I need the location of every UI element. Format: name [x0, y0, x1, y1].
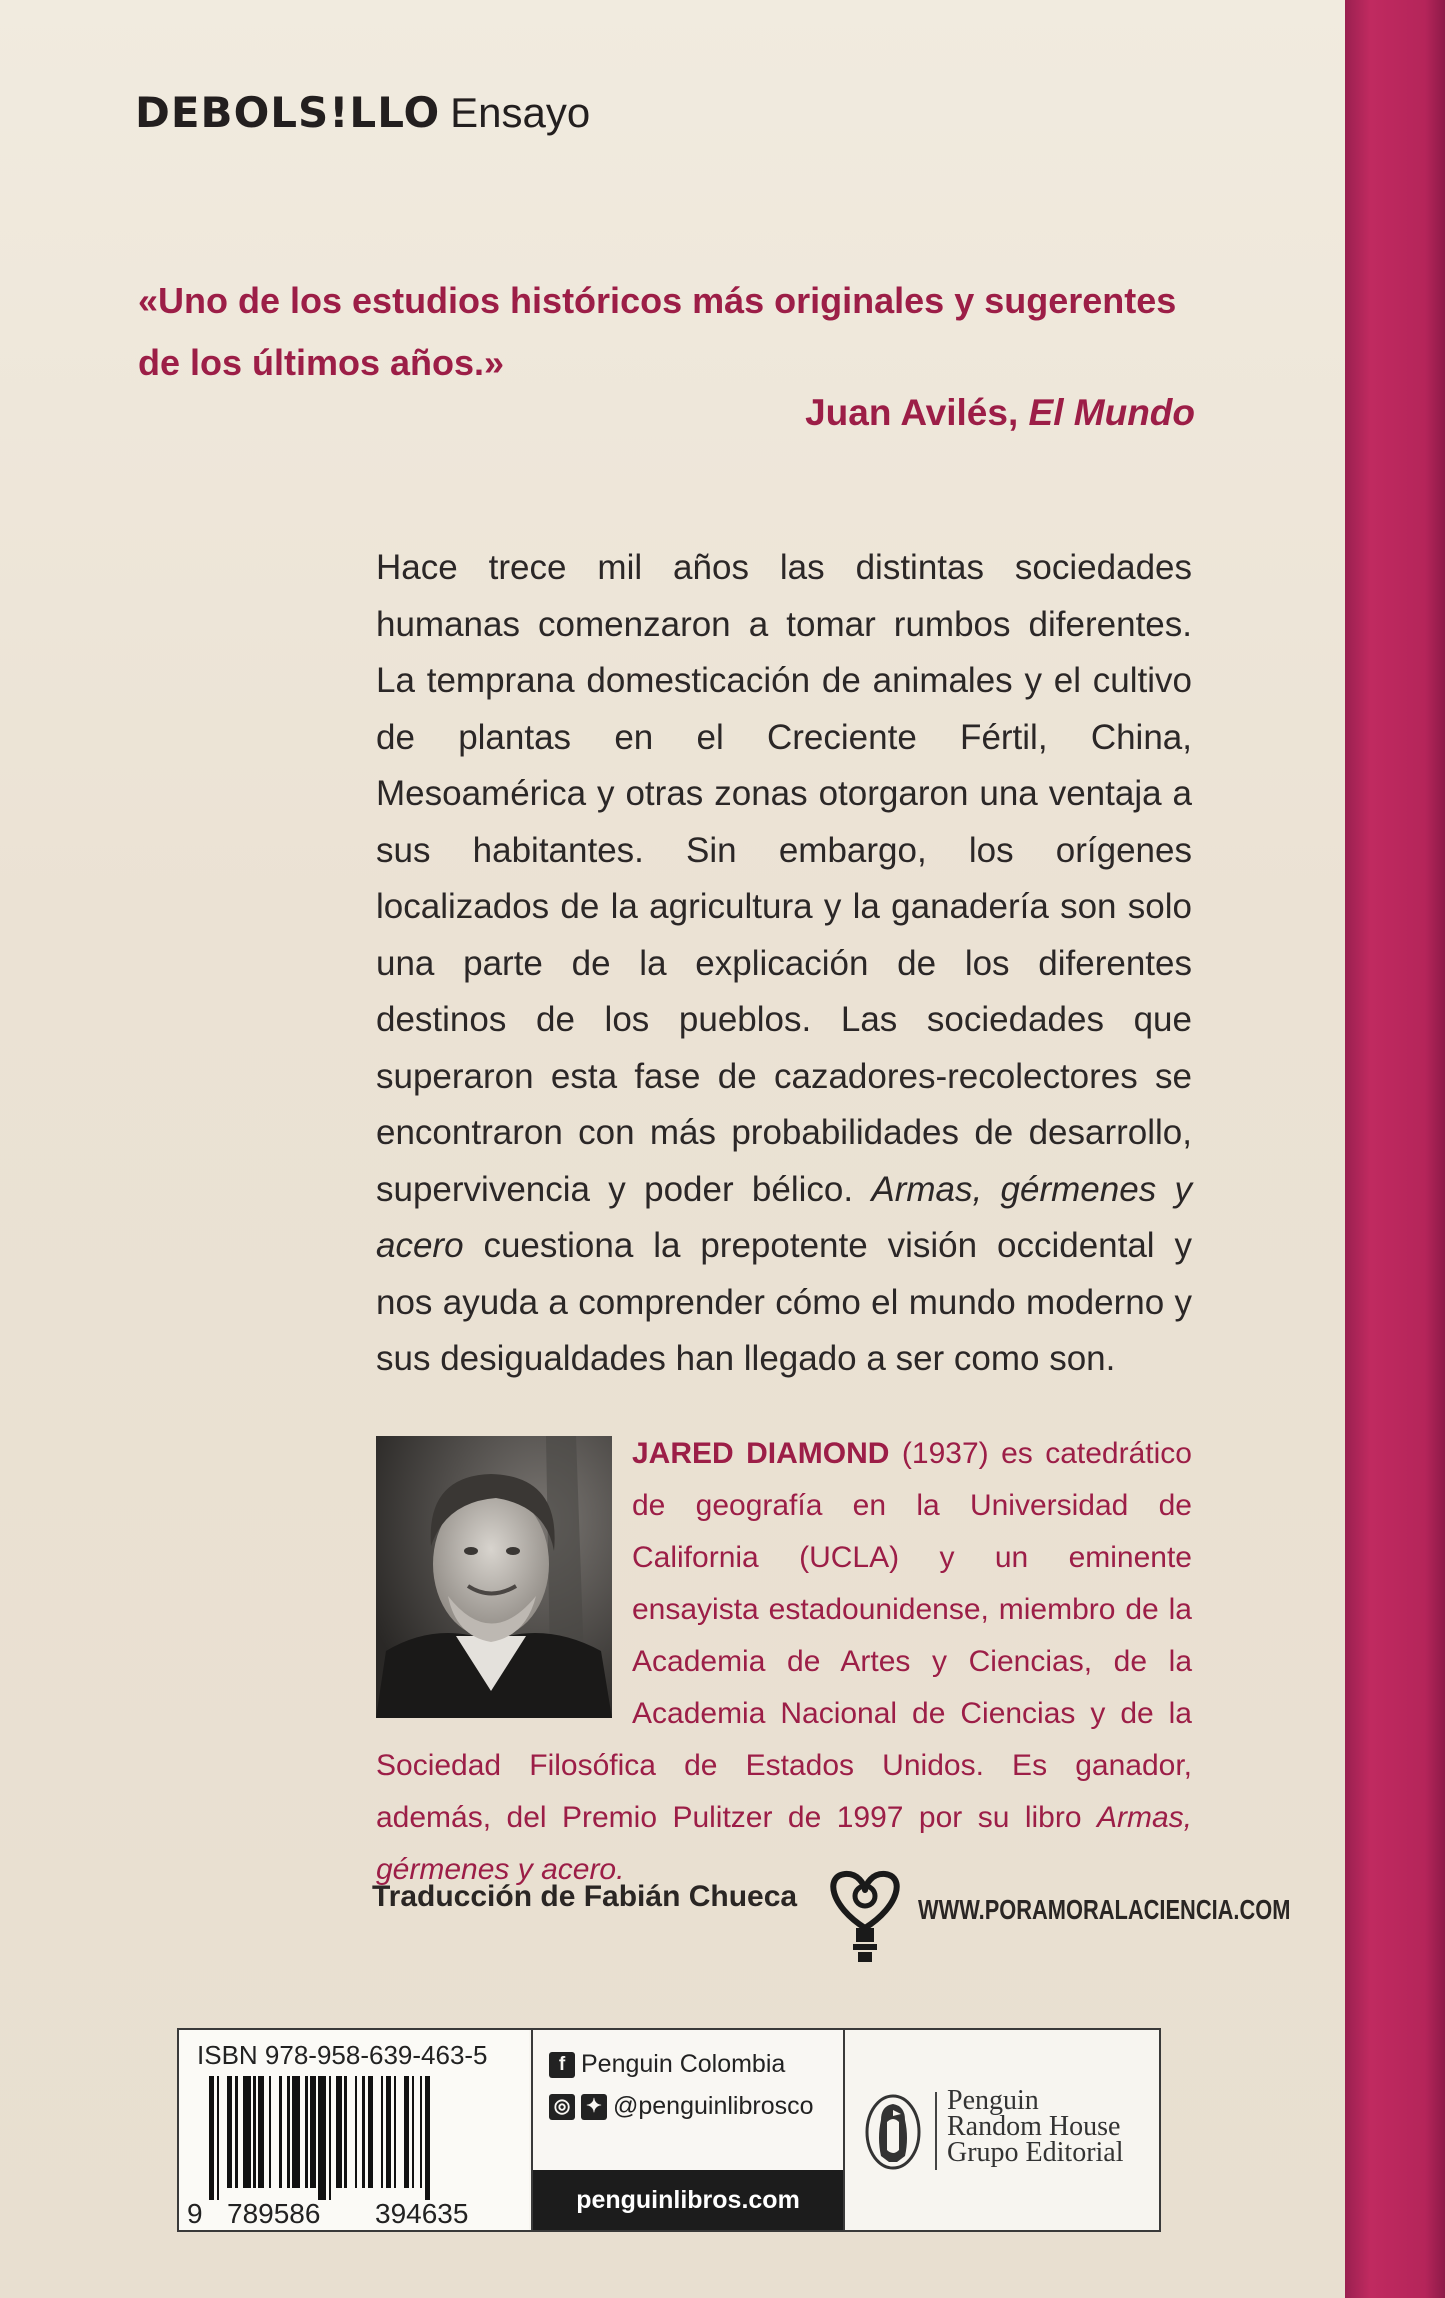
barcode-panel [177, 2028, 1161, 2232]
imprint-brand: DEBOLS!LLO [135, 88, 441, 137]
publisher-logo-area [843, 2030, 1159, 2230]
campaign-website: WWW.PORAMORALACIENCIA.COM [918, 1894, 1291, 1925]
press-quote: «Uno de los estudios históricos más originales y sugerentes de los últimos años.» [138, 280, 1177, 383]
translation-credit: Traducción de Fabián Chueca [372, 1880, 798, 1913]
author-bio-text: (1937) es catedrático de geografía en la Universidad de California (UCLA) y un eminente ensayista estadounidense, miembro de la Academia de Artes y Ciencias, de la Academia Nacional de Ciencias y de la Sociedad Filosófica de Estados Unidos. Es ganador, además, del Premio Pulitzer de 1997 por su libro [376, 1437, 1192, 1834]
isbn-barcode-area [179, 2030, 529, 2230]
facebook-icon: f [549, 2052, 575, 2078]
book-synopsis [376, 540, 1192, 1388]
publisher-name [947, 2085, 1124, 2168]
quote-author: Juan Avilés, [805, 392, 1019, 433]
social-handle: @penguinlibrosco [613, 2092, 814, 2120]
barcode-first-digit: 9 [187, 2198, 203, 2229]
publisher-line1: Penguin [947, 2085, 1039, 2116]
synopsis-title: Armas, gérmenes y acero [376, 1169, 1192, 1265]
author-book-title: Armas, gérmenes y acero. [376, 1801, 1192, 1886]
instagram-icon: ◎ [549, 2094, 575, 2120]
barcode-bars [209, 2076, 509, 2194]
isbn-number: ISBN 978-958-639-463-5 [197, 2040, 488, 2070]
quote-publication: El Mundo [1028, 392, 1195, 433]
publisher-line2: Random House [947, 2111, 1121, 2142]
social-media-panel [531, 2030, 845, 2230]
publisher-website: penguinlibros.com [533, 2170, 843, 2230]
quote-attribution [805, 392, 1195, 434]
book-spine-edge [1345, 0, 1445, 2298]
synopsis-part1: Hace trece mil años las distintas sociedades humanas comenzaron a tomar rumbos diferentes. La temprana domesticación de animales y el cultivo de plantas en el Creciente Fértil, China, Mesoamérica y otras zonas otorgaron una ventaja a sus habitantes. Sin embargo, los orígenes localizados de la agricultura y la ganadería son solo una parte de la explicación de los diferentes destinos de los pueblos. Las sociedades que superaron esta fase de cazadores-recolectores se encontraron con más probabilidades de desarrollo, supervivencia y poder bélico. [376, 548, 1192, 1209]
twitter-icon: ✦ [581, 2094, 607, 2120]
imprint-collection: Ensayo [450, 89, 591, 136]
author-biography [376, 1428, 1192, 1896]
facebook-row [549, 2050, 785, 2079]
publisher-line3: Grupo Editorial [947, 2137, 1124, 2168]
heart-lightbulb-icon [820, 1866, 910, 1966]
facebook-name: Penguin Colombia [581, 2050, 786, 2078]
publisher-imprint [135, 88, 590, 137]
author-name: JARED DIAMOND [632, 1437, 890, 1470]
barcode-group-1: 789586 [227, 2198, 321, 2229]
instagram-twitter-row [549, 2092, 814, 2121]
synopsis-part2: cuestiona la prepotente visión occidental y nos ayuda a comprender cómo el mundo moderno y sus desigualdades han llegado a ser como son. [376, 1226, 1192, 1378]
penguin-logo-icon [863, 2092, 923, 2172]
barcode-group-2: 394635 [375, 2198, 469, 2229]
